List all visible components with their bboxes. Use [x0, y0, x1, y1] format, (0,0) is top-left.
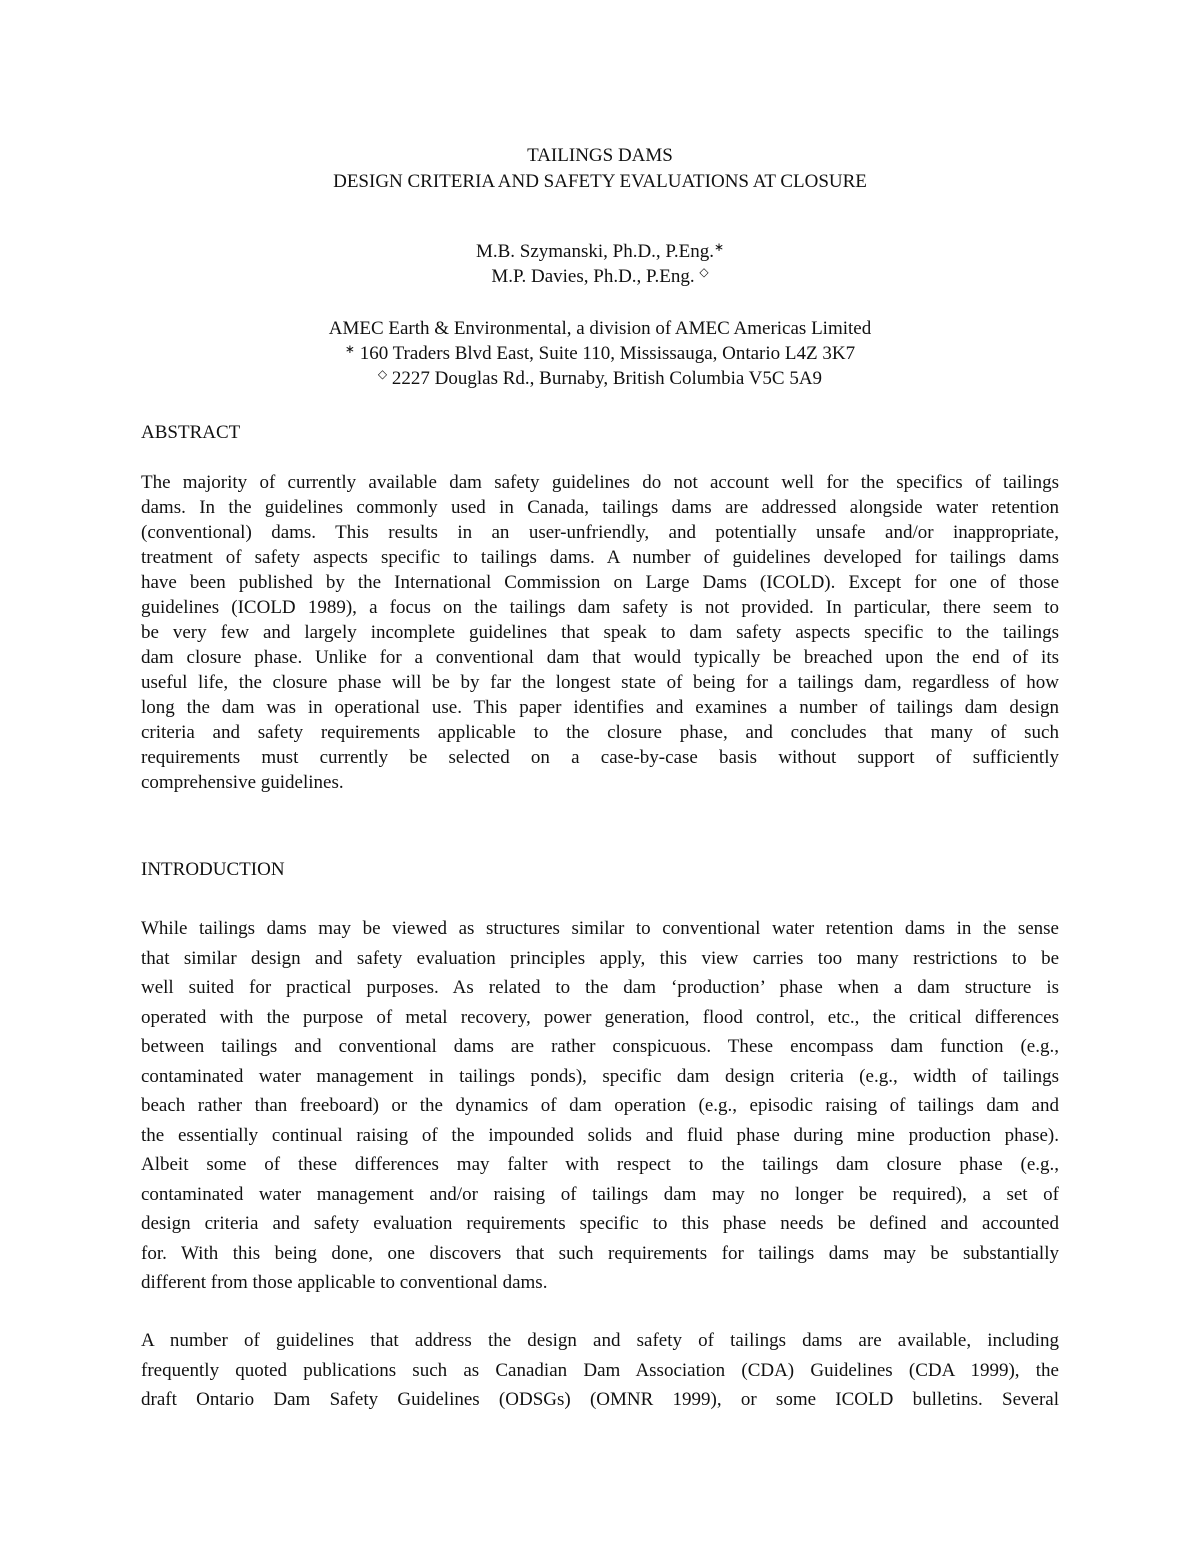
- text-line: While tailings dams may be viewed as structures similar to conventional water retention dams in the sense: [141, 918, 1059, 939]
- affiliation-address-1: [0, 341, 1200, 366]
- introduction-heading: INTRODUCTION: [141, 859, 285, 880]
- text-line: long the dam was in operational use. This paper identifies and examines a number of tailings dam design: [141, 697, 1059, 718]
- affiliation-address-2: [0, 366, 1200, 391]
- text-line: draft Ontario Dam Safety Guidelines (ODSGs) (OMNR 1999), or some ICOLD bulletins. Several: [141, 1389, 1059, 1410]
- address-1-text: 160 Traders Blvd East, Suite 110, Mississauga, Ontario L4Z 3K7: [354, 343, 856, 364]
- text-line: that similar design and safety evaluation principles apply, this view carries too many restrictions to be: [141, 947, 1059, 969]
- text-line: The majority of currently available dam safety guidelines do not account well for the specifics of tailings: [141, 472, 1059, 493]
- text-line: have been published by the International Commission on Large Dams (ICOLD). Except for one of those: [141, 572, 1059, 593]
- author-1: [0, 239, 1200, 264]
- text-line: contaminated water management in tailings ponds), specific dam design criteria (e.g., width of tailings: [141, 1065, 1059, 1087]
- text-line: useful life, the closure phase will be by far the longest state of being for a tailings dam, regardless of how: [141, 672, 1059, 693]
- asterisk-mark-icon: ∗: [344, 342, 355, 356]
- abstract-heading: ABSTRACT: [141, 422, 241, 443]
- text-line: Albeit some of these differences may falter with respect to the tailings dam closure phase (e.g.,: [141, 1154, 1059, 1175]
- text-line: frequently quoted publications such as Canadian Dam Association (CDA) Guidelines (CDA 1999), the: [141, 1359, 1059, 1381]
- title-line-2: DESIGN CRITERIA AND SAFETY EVALUATIONS AT CLOSURE: [333, 171, 867, 192]
- introduction-paragraph-2: [141, 1326, 1059, 1415]
- author-2-name: M.P. Davies, Ph.D., P.Eng.: [491, 266, 700, 287]
- text-line: dam closure phase. Unlike for a conventional dam that would typically be breached upon the end of its: [141, 647, 1059, 668]
- address-2-text: 2227 Douglas Rd., Burnaby, British Columbia V5C 5A9: [387, 368, 823, 389]
- text-line: different from those applicable to conventional dams.: [141, 1272, 548, 1293]
- text-line: treatment of safety aspects specific to tailings dams. A number of guidelines developed for tailings dams: [141, 547, 1059, 568]
- text-line: comprehensive guidelines.: [141, 772, 344, 793]
- text-line: requirements must currently be selected on a case-by-case basis without support of sufficiently: [141, 747, 1059, 768]
- text-line: guidelines (ICOLD 1989), a focus on the tailings dam safety is not provided. In particular, there seem to: [141, 597, 1059, 618]
- text-line: between tailings and conventional dams are rather conspicuous. These encompass dam function (e.g.,: [141, 1036, 1059, 1057]
- affiliation-block: [0, 316, 1200, 391]
- text-line: (conventional) dams. This results in an user-unfriendly, and potentially unsafe and/or inappropriate,: [141, 522, 1059, 543]
- author-list: [0, 239, 1200, 289]
- text-line: operated with the purpose of metal recovery, power generation, flood control, etc., the critical differences: [141, 1006, 1059, 1028]
- text-line: the essentially continual raising of the impounded solids and fluid phase during mine production phase).: [141, 1124, 1059, 1146]
- text-line: design criteria and safety evaluation requirements specific to this phase needs be defined and accounted: [141, 1213, 1059, 1234]
- text-line: criteria and safety requirements applicable to the closure phase, and concludes that many of such: [141, 722, 1059, 743]
- author-2: [0, 264, 1200, 289]
- affiliation-org: AMEC Earth & Environmental, a division of AMEC Americas Limited: [328, 318, 872, 339]
- diamond-mark-icon: ◇: [377, 367, 388, 381]
- text-line: beach rather than freeboard) or the dynamics of dam operation (e.g., episodic raising of tailings dam and: [141, 1095, 1059, 1116]
- text-line: A number of guidelines that address the design and safety of tailings dams are available, including: [141, 1330, 1059, 1351]
- text-line: contaminated water management and/or raising of tailings dam may no longer be required), a set of: [141, 1183, 1059, 1205]
- text-line: dams. In the guidelines commonly used in Canada, tailings dams are addressed alongside water retention: [141, 497, 1059, 518]
- text-line: well suited for practical purposes. As related to the dam ‘production’ phase when a dam structure is: [141, 977, 1059, 998]
- asterisk-mark-icon: ∗: [714, 240, 725, 254]
- introduction-paragraph-1: [141, 914, 1059, 1298]
- paper-title: [0, 143, 1200, 195]
- diamond-mark-icon: ◇: [699, 265, 709, 279]
- title-line-1: TAILINGS DAMS: [527, 145, 673, 166]
- author-1-name: M.B. Szymanski, Ph.D., P.Eng.: [475, 241, 714, 262]
- text-line: be very few and largely incomplete guidelines that speak to dam safety aspects specific to the tailings: [141, 622, 1059, 643]
- abstract-paragraph: [141, 470, 1059, 795]
- text-line: for. With this being done, one discovers that such requirements for tailings dams may be substantially: [141, 1242, 1059, 1264]
